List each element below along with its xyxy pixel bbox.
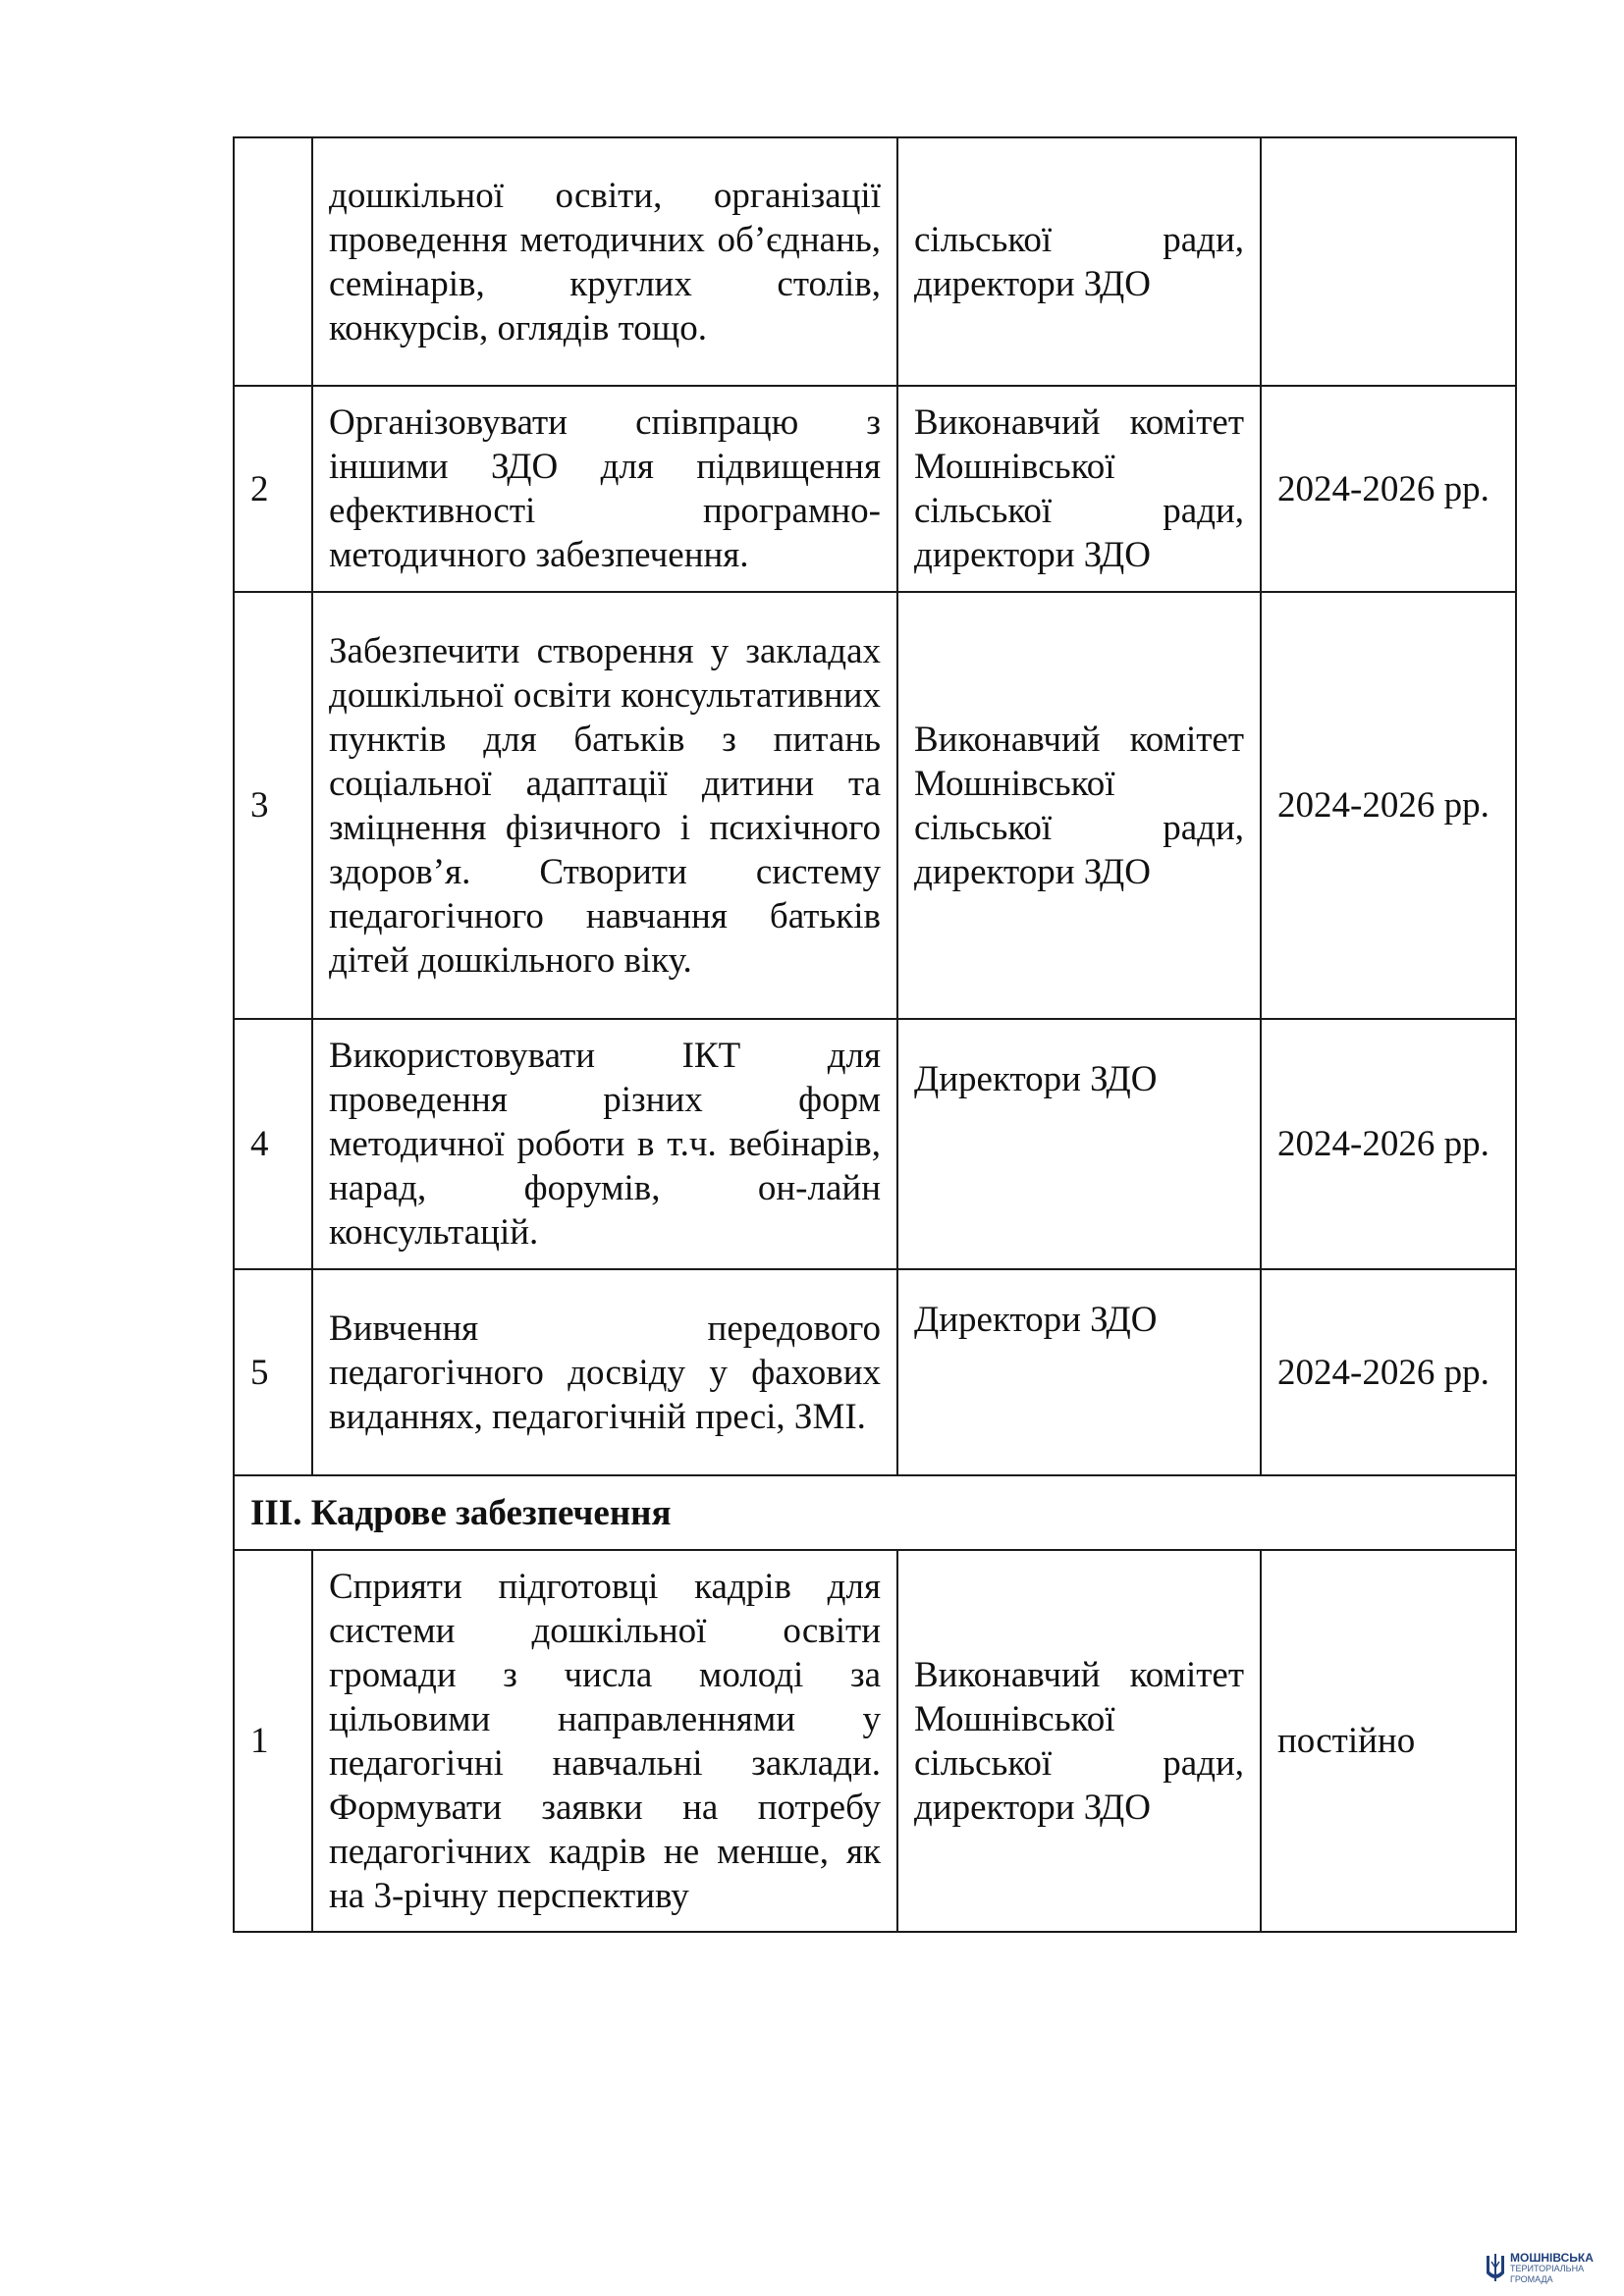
responsible-cell: Директори ЗДО — [897, 1269, 1261, 1475]
section-header-row — [234, 1475, 1516, 1550]
task-cell: Забезпечити створення у закладах дошкільної освіти консультативних пунктів для батьків з питань соціальної адаптації дитини та зміцнення фізичного і психічного здоров’я. Створити систему педагогічного навчання батьків дітей дошкільного віку. — [312, 592, 897, 1019]
logo-line-1: МОШНІВСЬКА — [1510, 2250, 1594, 2265]
term-cell: 2024-2026 рр. — [1261, 592, 1516, 1019]
responsible-cell: Виконавчий комітет Мошнівської сільської ради, директори ЗДО — [897, 386, 1261, 592]
table-row — [234, 1269, 1516, 1475]
term-cell: 2024-2026 рр. — [1261, 386, 1516, 592]
row-number: 1 — [234, 1550, 312, 1932]
term-cell: постійно — [1261, 1550, 1516, 1932]
term-cell — [1261, 137, 1516, 386]
responsible-cell: Виконавчий комітет Мошнівської сільської ради, директори ЗДО — [897, 592, 1261, 1019]
task-cell: Вивчення передового педагогічного досвіду у фахових виданнях, педагогічній пресі, ЗМІ. — [312, 1269, 897, 1475]
community-logo — [1485, 2250, 1612, 2287]
row-number: 5 — [234, 1269, 312, 1475]
task-cell: Організовувати співпрацю з іншими ЗДО для підвищення ефективності програмно-методичного забезпечення. — [312, 386, 897, 592]
section-title: ІІІ. Кадрове забезпечення — [234, 1475, 1516, 1550]
row-number: 4 — [234, 1019, 312, 1269]
task-cell: Використовувати ІКТ для проведення різних форм методичної роботи в т.ч. вебінарів, нарад, форумів, он-лайн консультацій. — [312, 1019, 897, 1269]
task-cell: дошкільної освіти, організації проведення методичних об’єднань, семінарів, круглих столів, конкурсів, оглядів тощо. — [312, 137, 897, 386]
row-number: 2 — [234, 386, 312, 592]
table-row — [234, 592, 1516, 1019]
table-row — [234, 1550, 1516, 1932]
table-row — [234, 137, 1516, 386]
responsible-cell: сільської ради, директори ЗДО — [897, 137, 1261, 386]
logo-line-2: ТЕРИТОРІАЛЬНА — [1510, 2263, 1585, 2273]
task-cell: Сприяти підготовці кадрів для системи дошкільної освіти громади з числа молоді за цільовими направленнями у педагогічні навчальні заклади. Формувати заявки на потребу педагогічних кадрів не менше, як на 3-річну перспективу — [312, 1550, 897, 1932]
logo-line-3: ГРОМАДА — [1510, 2273, 1553, 2284]
row-number — [234, 137, 312, 386]
table-row — [234, 386, 1516, 592]
term-cell: 2024-2026 рр. — [1261, 1019, 1516, 1269]
term-cell: 2024-2026 рр. — [1261, 1269, 1516, 1475]
row-number: 3 — [234, 592, 312, 1019]
trident-icon — [1485, 2252, 1506, 2285]
plan-table — [233, 136, 1517, 1933]
responsible-cell: Директори ЗДО — [897, 1019, 1261, 1269]
responsible-cell: Виконавчий комітет Мошнівської сільської ради, директори ЗДО — [897, 1550, 1261, 1932]
table-row — [234, 1019, 1516, 1269]
